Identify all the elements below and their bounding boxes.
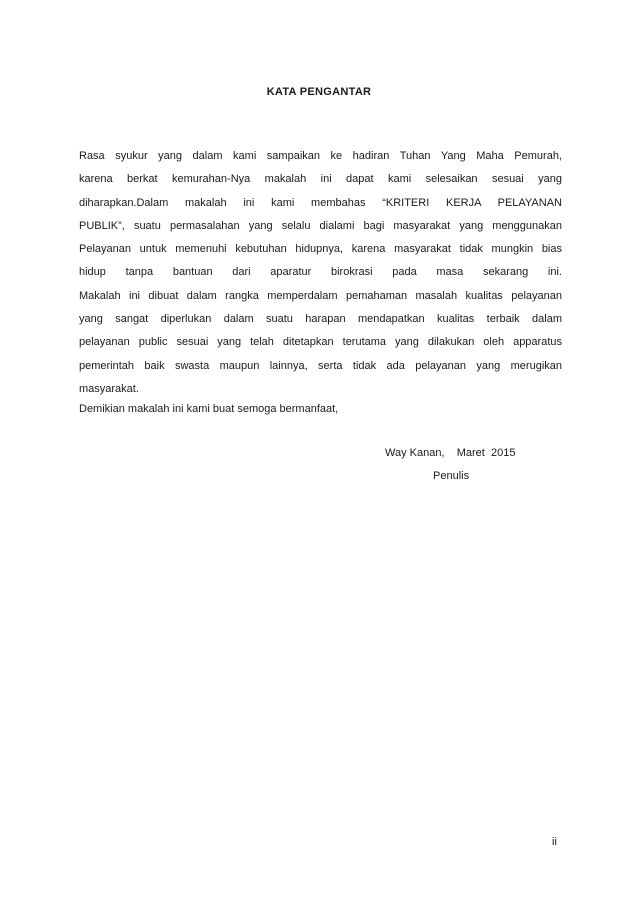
- paragraph-line: pelayanan public sesuai yang telah ditetapkan terutama yang dilakukan oleh apparatus: [79, 336, 562, 349]
- paragraph-line: masyarakat.: [79, 382, 139, 395]
- closing-sentence: Demikian makalah ini kami buat semoga bermanfaat,: [79, 403, 339, 415]
- paragraph-line: diharapkan.Dalam makalah ini kami membahas “KRITERI KERJA PELAYANAN: [79, 196, 562, 209]
- paragraph-line: pemerintah baik swasta maupun lainnya, serta tidak ada pelayanan yang merugikan: [79, 359, 562, 372]
- body-paragraph: [79, 145, 562, 401]
- paragraph-line: Pelayanan untuk memenuhi kebutuhan hidupnya, karena masyarakat tidak mungkin bias: [79, 243, 562, 256]
- paragraph-line: yang sangat diperlukan dalam suatu harapan mendapatkan kualitas terbaik dalam: [79, 313, 562, 326]
- document-title: KATA PENGANTAR: [266, 86, 372, 98]
- place-date: Way Kanan, Maret 2015: [385, 447, 516, 459]
- paragraph-line: karena berkat kemurahan-Nya makalah ini dapat kami selesaikan sesuai yang: [79, 173, 562, 186]
- page-number: ii: [552, 836, 557, 848]
- paragraph-line: Makalah ini dibuat dalam rangka memperdalam pemahaman masalah kualitas pelayanan: [79, 289, 562, 302]
- paragraph-line: PUBLIK”, suatu permasalahan yang selalu dialami bagi masyarakat yang menggunakan: [79, 219, 562, 232]
- paragraph-line: hidup tanpa bantuan dari aparatur birokrasi pada masa sekarang ini.: [79, 266, 562, 279]
- author-signature: Penulis: [433, 470, 470, 482]
- paragraph-line: Rasa syukur yang dalam kami sampaikan ke hadiran Tuhan Yang Maha Pemurah,: [79, 150, 562, 162]
